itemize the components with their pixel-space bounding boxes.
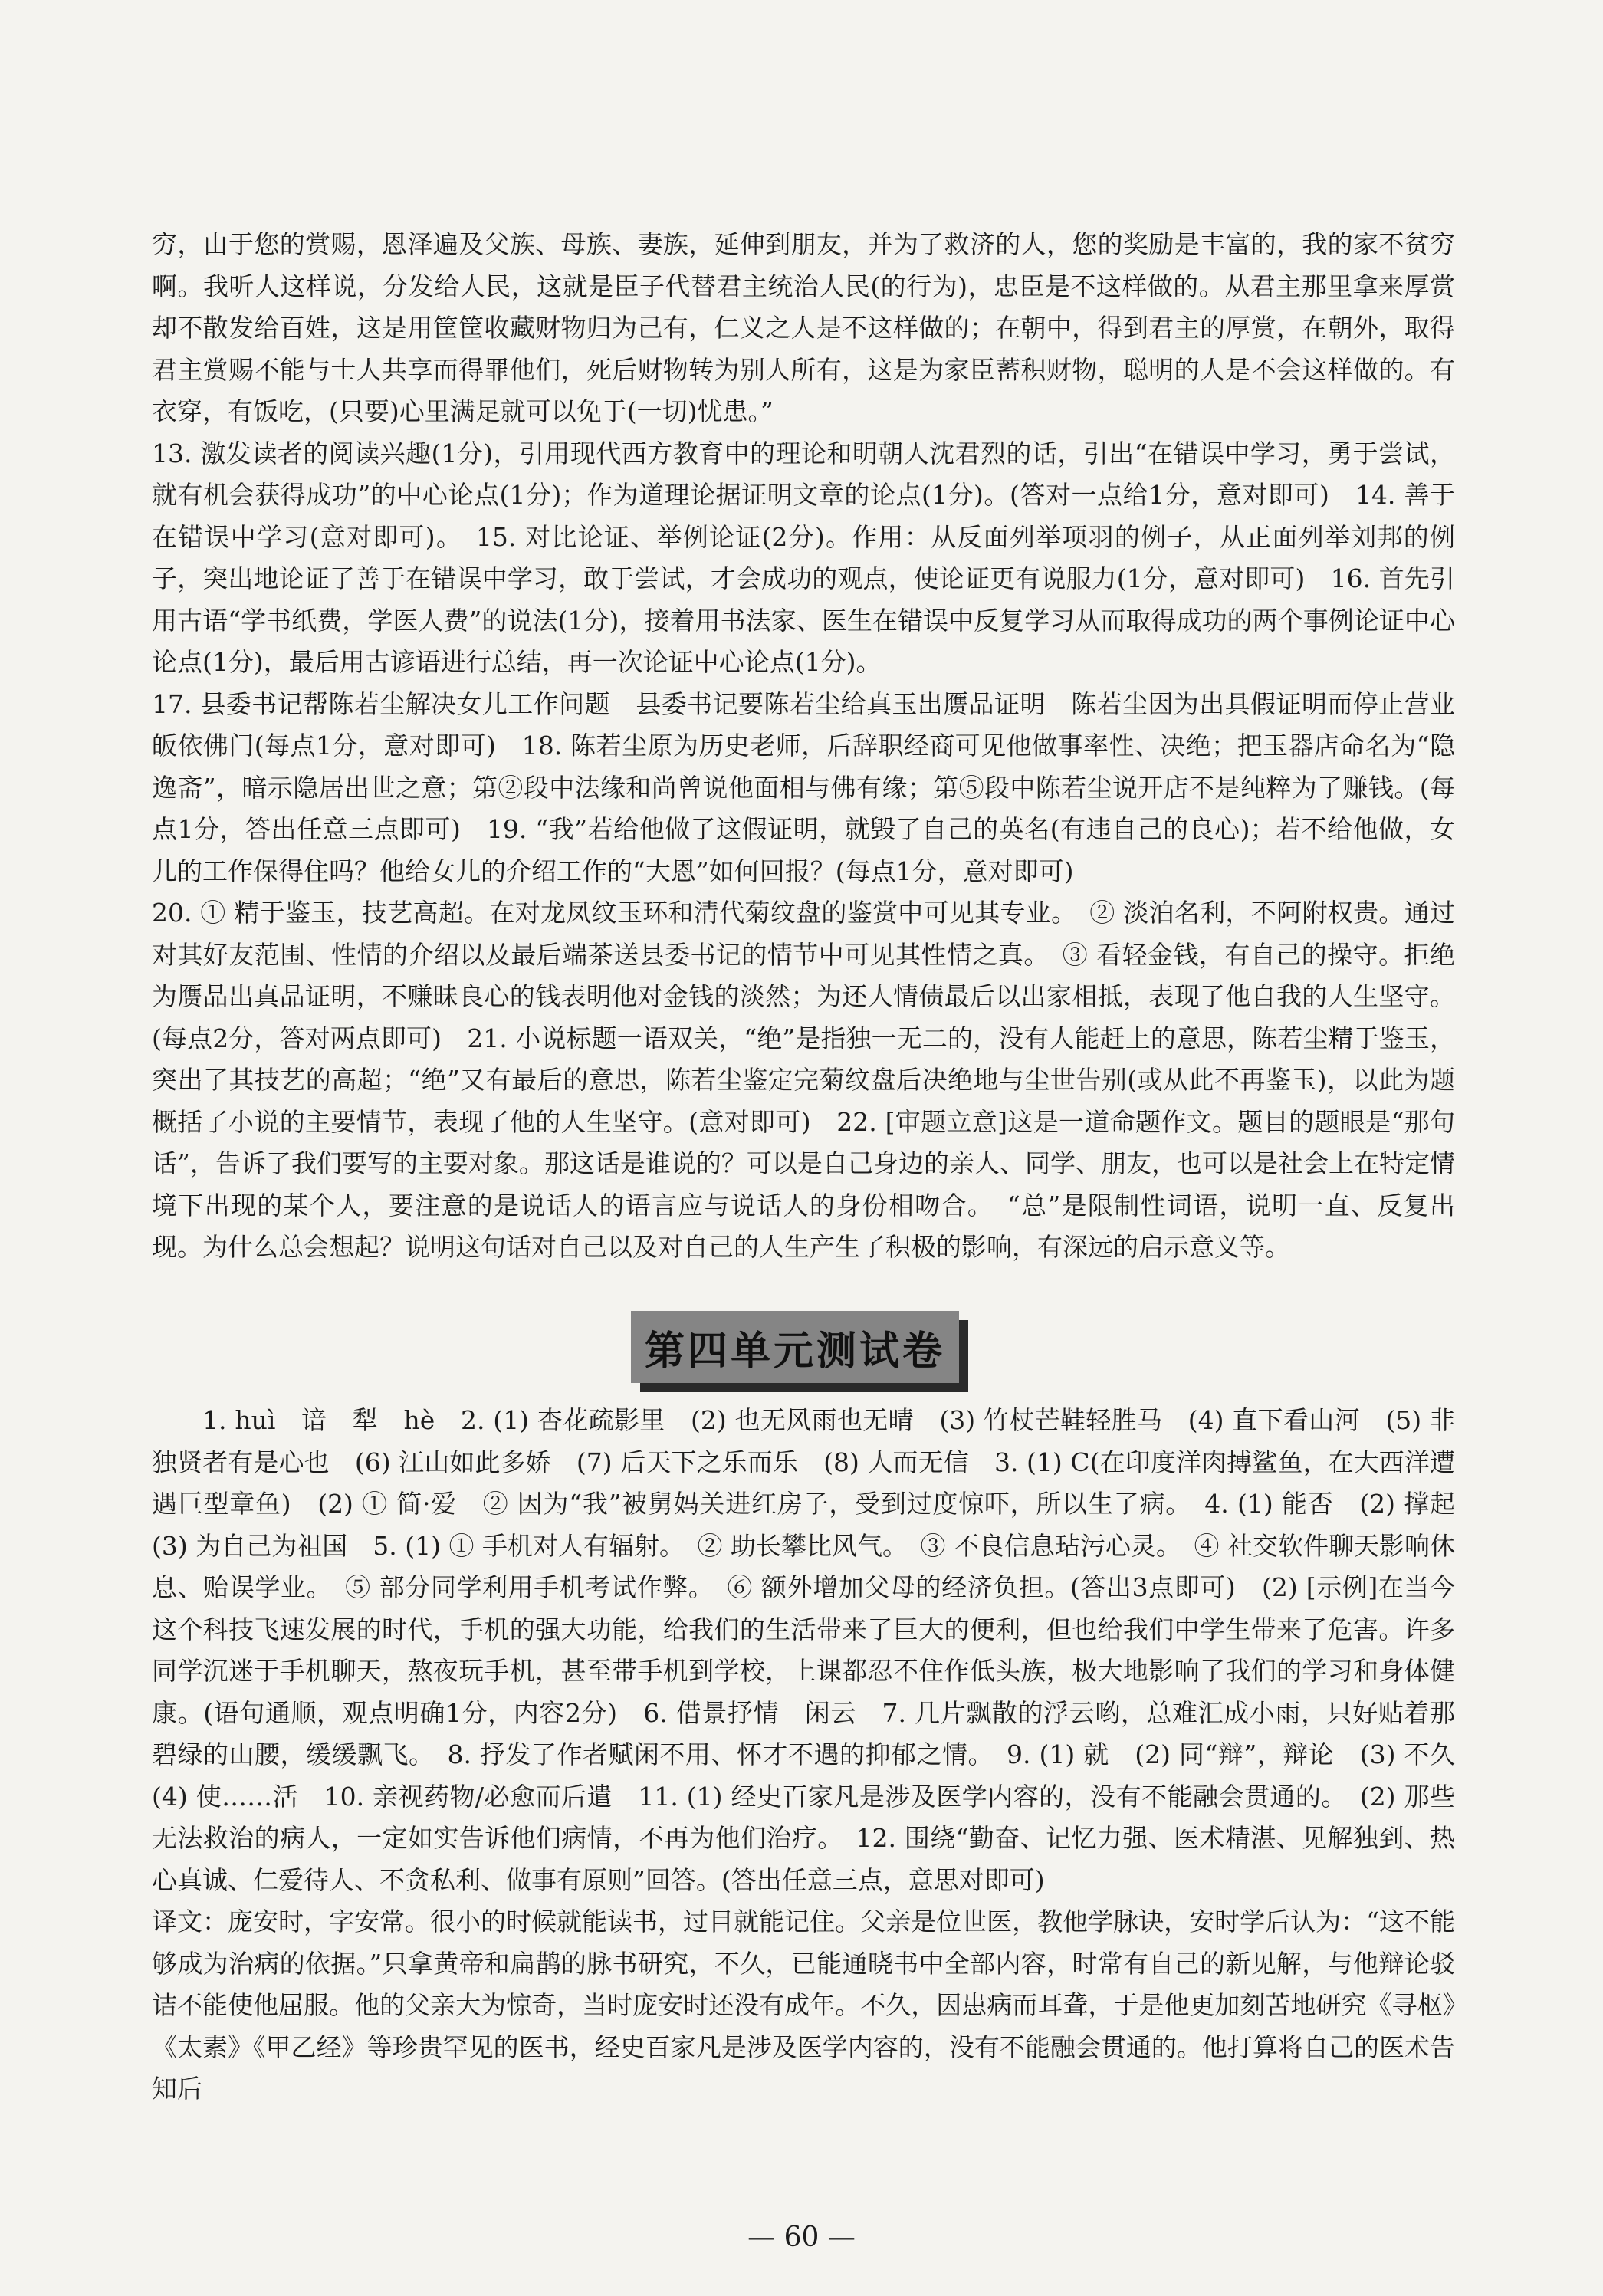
answer-block-unit3 <box>152 224 1455 1269</box>
page-number: — 60 — <box>747 2222 856 2253</box>
translation-paragraph: 译文：庞安时，字安常。很小的时候就能读书，过目就能记住。父亲是位世医，教他学脉诀，安时学后认为：“这不能够成为治病的依据。”只拿黄帝和扁鹊的脉书研究，不久，已能通晓书中全部内容，时常有自己的新见解，与他辩论驳诘不能使他屈服。他的父亲大为惊奇，当时庞安时还没有成年。不久，因患病而耳聋，于是他更加刻苦地研究《寻枢》《太素》《甲乙经》等珍贵罕见的医书，经史百家凡是涉及医学内容的，没有不能融会贯通的。他打算将自己的医术告知后 <box>152 1907 1455 2104</box>
paragraph: 20. ① 精于鉴玉，技艺高超。在对龙凤纹玉环和清代菊纹盘的鉴赏中可见其专业。 ② 淡泊名利，不阿附权贵。通过对其好友范围、性情的介绍以及最后端茶送县委书记的情节中可见其性情之真。 ③ 看轻金钱，有自己的操守。拒绝为赝品出真品证明，不赚昧良心的钱表明他对金钱的淡然；为还人情债最后以出家相抵，表现了他自我的人生坚守。(每点2分，答对两点即可) 21. 小说标题一语双关，“绝”是指独一无二的，没有人能赶上的意思，陈若尘精于鉴玉，突出了其技艺的高超；“绝”又有最后的意思，陈若尘鉴定完菊纹盘后决绝地与尘世告别(或从此不再鉴玉)，以此为题概括了小说的主要情节，表现了他的人生坚守。(意对即可) 22. [审题立意]这是一道命题作文。题目的题眼是“那句话”，告诉了我们要写的主要对象。那这话是谁说的？可以是自己身边的亲人、同学、朋友，也可以是社会上在特定情境下出现的某个人，要注意的是说话人的语言应与说话人的身份相吻合。 “总”是限制性词语，说明一直、反复出现。为什么总会想起？说明这句话对自己以及对自己的人生产生了积极的影响，有深远的启示意义等。 <box>152 898 1455 1262</box>
answer-block-unit4 <box>152 1400 1480 2110</box>
paragraph: 1. huì 谙 犁 hè 2. (1) 杏花疏影里 (2) 也无风雨也无晴 (3) 竹杖芒鞋轻胜马 (4) 直下看山河 (5) 非独贤者有是心也 (6) 江山如此多娇 (7) 后天下之乐而乐 (8) 人而无信 3. (1) C(在印度洋肉搏鲨鱼，在大西洋遭遇巨型章鱼) (2) ① 简·爱 ② 因为“我”被舅妈关进红房子，受到过度惊吓，所以生了病。 4. (1) 能否 (2) 撑起 (3) 为自己为祖国 5. (1) ① 手机对人有辐射。 ② 助长攀比风气。 ③ 不良信息玷污心灵。 ④ 社交软件聊天影响休息、贻误学业。 ⑤ 部分同学利用手机考试作弊。 ⑥ 额外增加父母的经济负担。(答出3点即可) (2) [示例]在当今这个科技飞速发展的时代，手机的强大功能，给我们的生活带来了巨大的便利，但也给我们中学生带来了危害。许多同学沉迷于手机聊天，熬夜玩手机，甚至带手机到学校，上课都忍不住作低头族，极大地影响了我们的学习和身体健康。(语句通顺，观点明确1分，内容2分) 6. 借景抒情 闲云 7. 几片飘散的浮云哟，总难汇成小雨，只好贴着那碧绿的山腰，缓缓飘飞。 8. 抒发了作者赋闲不用、怀才不遇的抑郁之情。 9. (1) 就 (2) 同“辩”，辩论 (3) 不久 (4) 使……活 10. 亲视药物/必愈而后遣 11. (1) 经史百家凡是涉及医学内容的，没有不能融会贯通的。 (2) 那些无法救治的病人，一定如实告诉他们病情，不再为他们治疗。 12. 围绕“勤奋、记忆力强、医术精湛、见解独到、热心真诚、仁爱待人、不贪私利、做事有原则”回答。(答出任意三点，意思对即可) <box>152 1405 1480 1895</box>
paragraph: 13. 激发读者的阅读兴趣(1分)，引用现代西方教育中的理论和明朝人沈君烈的话，引出“在错误中学习，勇于尝试，就有机会获得成功”的中心论点(1分)；作为道理论据证明文章的论点(1分)。(答对一点给1分，意对即可) 14. 善于在错误中学习(意对即可)。 15. 对比论证、举例论证(2分)。作用：从反面列举项羽的例子，从正面列举刘邦的例子，突出地论证了善于在错误中学习，敢于尝试，才会成功的观点，使论证更有说服力(1分，意对即可) 16. 首先引用古语“学书纸费，学医人费”的说法(1分)，接着用书法家、医生在错误中反复学习从而取得成功的两个事例论证中心论点(1分)，最后用古谚语进行总结，再一次论证中心论点(1分)。 <box>152 438 1455 677</box>
paragraph: 17. 县委书记帮陈若尘解决女儿工作问题 县委书记要陈若尘给真玉出赝品证明 陈若尘因为出具假证明而停止营业皈依佛门(每点1分，意对即可) 18. 陈若尘原为历史老师，后辞职经商可见他做事率性、决绝；把玉器店命名为“隐逸斋”，暗示隐居出世之意；第②段中法缘和尚曾说他面相与佛有缘；第⑤段中陈若尘说开店不是纯粹为了赚钱。(每点1分，答出任意三点即可) 19. “我”若给他做了这假证明，就毁了自己的英名(有违自己的良心)；若不给他做，女儿的工作保得住吗？他给女儿的介绍工作的“大恩”如何回报？(每点1分，意对即可) <box>152 688 1455 886</box>
paragraph: 穷，由于您的赏赐，恩泽遍及父族、母族、妻族，延伸到朋友，并为了救济的人，您的奖励是丰富的，我的家不贫穷啊。我听人这样说，分发给人民，这就是臣子代替君主统治人民(的行为)，忠臣是不这样做的。从君主那里拿来厚赏却不散发给百姓，这是用筐筐收藏财物归为己有，仁义之人是不这样做的；在朝中，得到君主的厚赏，在朝外，取得君主赏赐不能与士人共享而得罪他们，死后财物转为别人所有，这是为家臣蓄积财物，聪明的人是不会这样做的。有衣穿，有饭吃，(只要)心里满足就可以免于(一切)忧患。” <box>152 229 1455 426</box>
section-title: 第四单元测试卷 <box>631 1311 959 1383</box>
